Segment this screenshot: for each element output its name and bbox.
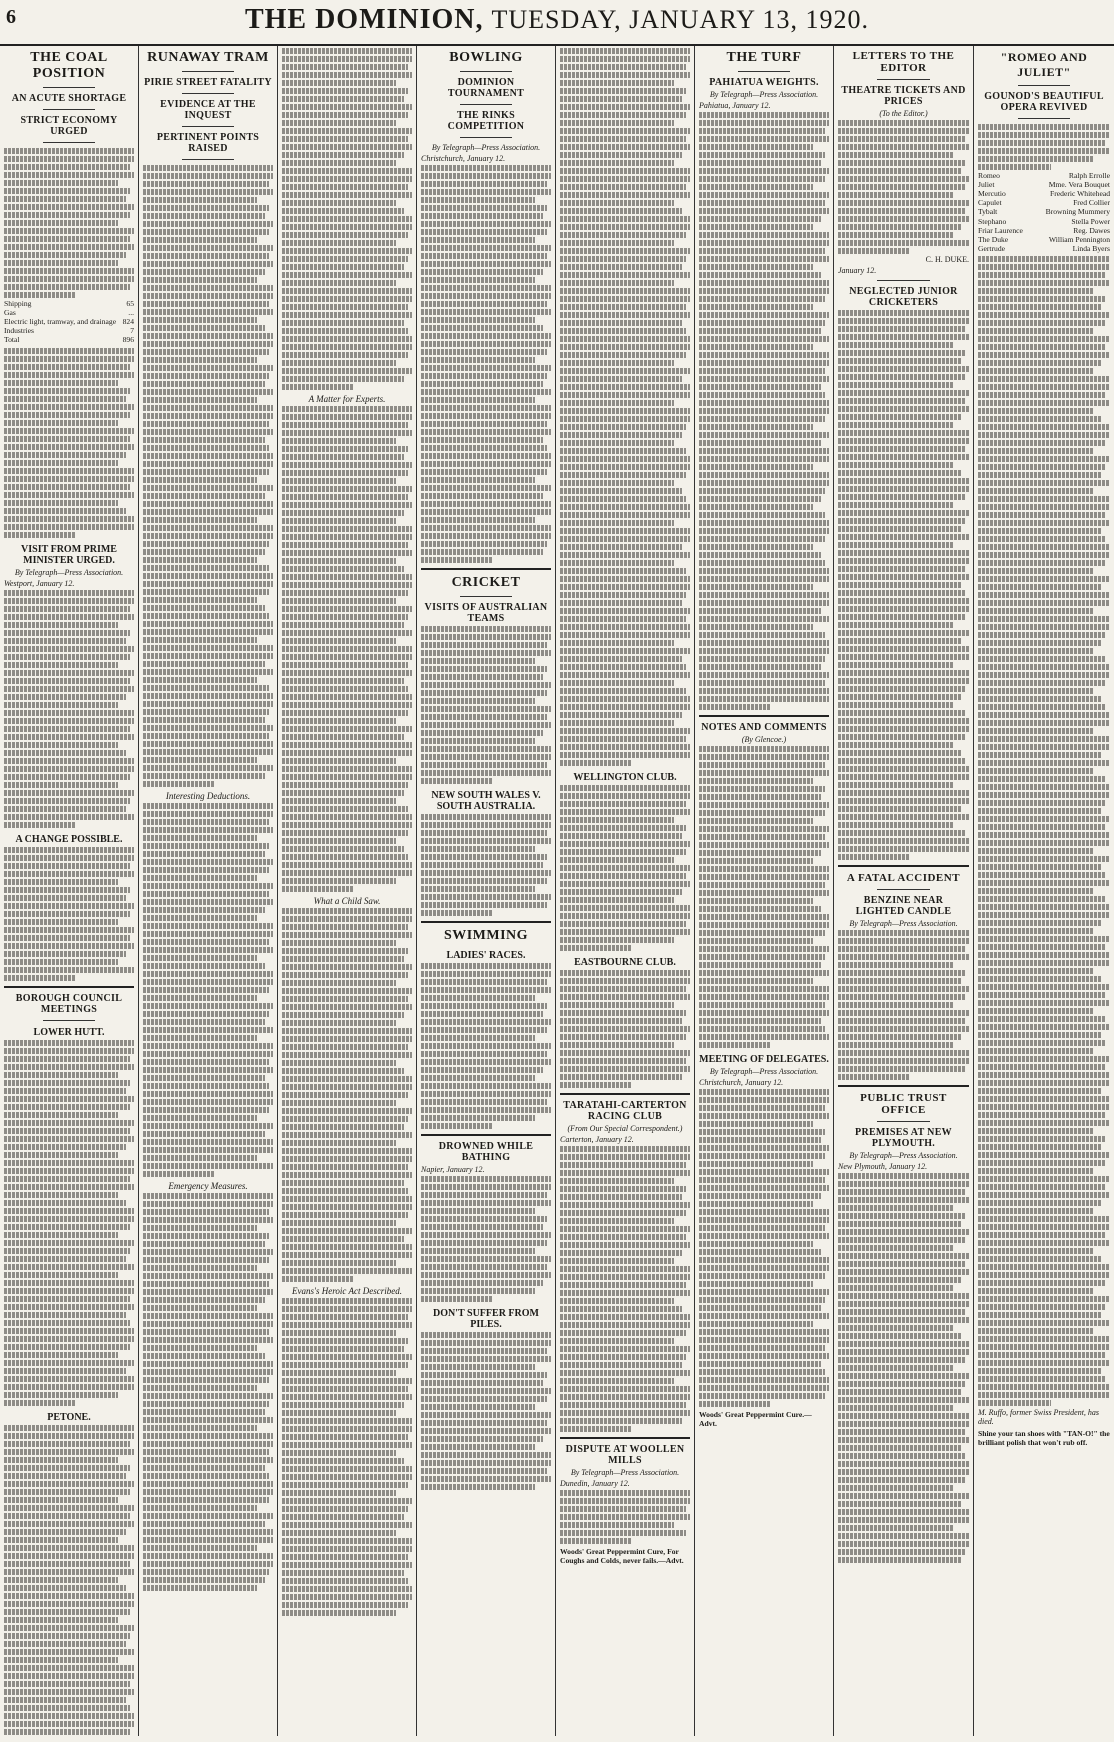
dateline: Pahiatua, January 12. (699, 101, 771, 110)
subhead-acute-shortage: AN ACUTE SHORTAGE (11, 93, 127, 104)
headline-cricket: CRICKET (451, 575, 521, 590)
supply-table (4, 299, 134, 344)
subhead-ladies-races: LADIES' RACES. (446, 950, 526, 961)
column-3 (278, 46, 417, 1736)
cast-row: Tybalt Browning Mummery (978, 207, 1110, 217)
dateline: Napier, January 12. (421, 1165, 485, 1174)
headline-borough-council: BOROUGH COUNCIL MEETINGS (15, 992, 123, 1015)
byline: By Telegraph—Press Association. (431, 143, 541, 152)
column-2 (139, 46, 278, 1736)
headline-coal-position: THE COAL POSITION (30, 50, 108, 81)
headline-public-trust: PUBLIC TRUST OFFICE (860, 1092, 947, 1117)
headline-notes-comments: NOTES AND COMMENTS (701, 722, 827, 733)
subhead-inquest: EVIDENCE AT THE INQUEST (160, 99, 256, 121)
subhead-premises-new-plymouth: PREMISES AT NEW PLYMOUTH. (855, 1127, 952, 1150)
subhead-neglected-cricketers: NEGLECTED JUNIOR CRICKETERS (849, 286, 958, 309)
paper-title (0, 4, 1114, 36)
headline-dispute-woollen-mills: DISPUTE AT WOOLLEN MILLS (565, 1444, 685, 1466)
issue-date: TUESDAY, JANUARY 13, 1920. (491, 5, 870, 34)
byline: By Telegraph—Press Association. (570, 1468, 680, 1477)
paper-name: THE DOMINION, (244, 4, 484, 35)
cast-row: Juliet Mme. Vera Bouquet (978, 180, 1110, 190)
cast-row: Mercutio Frederic Whitehead (978, 189, 1110, 199)
byline: (By Glencoe.) (741, 735, 787, 744)
byline: By Telegraph—Press Association. (849, 1151, 958, 1161)
supply-row: Total 896 (4, 335, 134, 345)
headline-bowling: BOWLING (449, 50, 523, 65)
subhead-eastbourne-club: EASTBOURNE CLUB. (574, 957, 676, 968)
ad-tan-o: Shine your tan shoes with "TAN-O!" the brilliant polish that won't rub off. (978, 1428, 1110, 1447)
ad-peppermint-cure: Woods' Great Peppermint Cure, For Coughs and Colds, never fails.—Advt. (560, 1547, 684, 1565)
dateline: Christchurch, January 12. (699, 1078, 784, 1087)
headline-swimming: SWIMMING (443, 928, 529, 943)
subhead-wellington-club: WELLINGTON CLUB. (573, 772, 677, 783)
subhead-interesting-deductions: Interesting Deductions. (165, 791, 251, 801)
cast-list (978, 171, 1110, 253)
column-6 (695, 46, 834, 1736)
masthead (0, 0, 1114, 46)
column-4 (417, 46, 556, 1736)
column-8 (974, 46, 1114, 1736)
subhead-visits-australian: VISITS OF AUSTRALIAN TEAMS (424, 602, 548, 624)
byline: By Telegraph—Press Association. (709, 90, 819, 99)
dateline: New Plymouth, January 12. (838, 1162, 928, 1172)
byline: (From Our Special Correspondent.) (567, 1124, 683, 1133)
subhead-emergency-measures: Emergency Measures. (168, 1181, 248, 1191)
column-7 (834, 46, 974, 1736)
headline-romeo-juliet: "ROMEO AND JULIET" (1000, 50, 1088, 79)
column-1 (0, 46, 139, 1736)
letter-signoff: C. H. DUKE. (925, 255, 969, 265)
dateline: Carterton, January 12. (560, 1135, 634, 1144)
cast-row: Capulet Fred Collier (978, 198, 1110, 208)
cast-row: Romeo Ralph Errolle (978, 171, 1110, 181)
headline-letters-editor: LETTERS TO THE EDITOR (852, 50, 955, 74)
headline-the-turf: THE TURF (726, 50, 802, 65)
ad-piles: DON'T SUFFER FROM PILES. (433, 1308, 539, 1330)
subhead-strict-economy: STRICT ECONOMY URGED (20, 115, 118, 137)
news-snippet: M. Ruffo, former Swiss President, has died. (978, 1407, 1100, 1426)
byline: By Telegraph—Press Association. (14, 567, 124, 577)
subhead-what-a-child-saw: What a Child Saw. (313, 896, 381, 906)
subhead-petone: PETONE. (47, 1411, 91, 1423)
subhead-evans-heroic-act: Evans's Heroic Act Described. (292, 1286, 402, 1296)
cast-row: The Duke William Pennington (978, 234, 1110, 244)
dateline: Dunedin, January 12. (560, 1479, 630, 1488)
subhead-change-possible: A CHANGE POSSIBLE. (15, 833, 123, 845)
subhead-lower-hutt: LOWER HUTT. (33, 1026, 105, 1038)
subhead-rinks-competition: THE RINKS COMPETITION (447, 110, 525, 132)
headline-fatal-accident: A FATAL ACCIDENT (846, 872, 961, 885)
subhead-benzine: BENZINE NEAR LIGHTED CANDLE (855, 895, 952, 918)
dateline: Christchurch, January 12. (421, 154, 506, 163)
headline-taratahi: TARATAHI-CARTERTON RACING CLUB (563, 1100, 687, 1122)
subhead-meeting-delegates: MEETING OF DELEGATES. (699, 1054, 829, 1065)
to-editor: (To the Editor.) (879, 109, 928, 118)
subhead-pertinent-points: PERTINENT POINTS RAISED (156, 132, 260, 154)
byline: By Telegraph—Press Association. (849, 919, 958, 929)
byline: By Telegraph—Press Association. (709, 1067, 819, 1076)
supply-row: Shipping 65 (4, 299, 134, 309)
columns (0, 46, 1114, 1742)
cast-row: Gertrude Linda Byers (978, 243, 1110, 253)
headline-drowned: DROWNED WHILE BATHING (438, 1141, 534, 1163)
dateline: Westport, January 12. (4, 578, 75, 588)
subhead-nsw-v-sa: NEW SOUTH WALES V. SOUTH AUSTRALIA. (431, 790, 541, 812)
supply-row: Electric light, tramway, and drainage 824 (4, 317, 134, 327)
supply-row: Gas ... (4, 308, 134, 318)
supply-row: Industries 7 (4, 326, 134, 336)
subhead-visit-prime-minister: VISIT FROM PRIME MINISTER URGED. (21, 543, 117, 566)
column-5 (556, 46, 695, 1736)
subhead-dominion-tournament: DOMINION TOURNAMENT (447, 77, 525, 99)
headline-runaway-tram: RUNAWAY TRAM (147, 50, 269, 65)
page-number: 6 (6, 6, 16, 28)
cast-row: Friar Laurence Reg. Dawes (978, 225, 1110, 235)
letter-date: January 12. (838, 266, 877, 276)
cast-row: Stephano Stella Power (978, 216, 1110, 226)
subhead-gounod-opera: GOUNOD'S BEAUTIFUL OPERA REVIVED (984, 91, 1104, 113)
subhead-pahiatua-weights: PAHIATUA WEIGHTS. (709, 77, 819, 88)
subhead-theatre-tickets: THEATRE TICKETS AND PRICES (841, 85, 966, 107)
ad-peppermint-cure-2: Woods' Great Peppermint Cure.—Advt. (699, 1410, 812, 1428)
subhead-pirie-street: PIRIE STREET FATALITY (144, 77, 272, 88)
subhead-matter-for-experts: A Matter for Experts. (308, 394, 386, 404)
article-body (4, 148, 134, 298)
